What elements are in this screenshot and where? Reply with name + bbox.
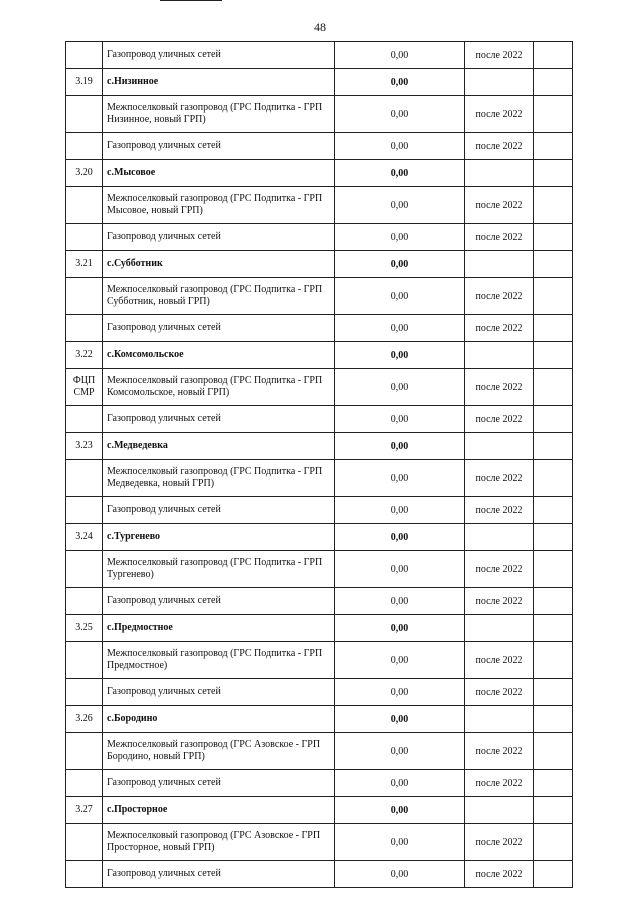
row-name-cell: с.Мысовое [103, 160, 335, 187]
row-empty-cell [534, 224, 573, 251]
pipeline-row [66, 96, 573, 133]
row-value-cell: 0,00 [335, 315, 465, 342]
row-number-cell [66, 551, 103, 588]
row-value-cell: 0,00 [335, 433, 465, 460]
row-number-cell: 3.25 [66, 615, 103, 642]
pipeline-row [66, 224, 573, 251]
row-empty-cell [534, 551, 573, 588]
row-empty-cell [534, 251, 573, 278]
row-year-cell: после 2022 [465, 497, 534, 524]
row-name-cell: Межпоселковый газопровод (ГРС Подпитка - ГРП Медведевка, новый ГРП) [103, 460, 335, 497]
row-year-cell [465, 706, 534, 733]
row-number-cell: 3.21 [66, 251, 103, 278]
row-number-cell [66, 133, 103, 160]
pipeline-row [66, 406, 573, 433]
row-empty-cell [534, 797, 573, 824]
row-value-cell: 0,00 [335, 797, 465, 824]
pipeline-row [66, 315, 573, 342]
row-value-cell: 0,00 [335, 96, 465, 133]
row-name-cell: Межпоселковый газопровод (ГРС Азовское - ГРП Бородино, новый ГРП) [103, 733, 335, 770]
row-empty-cell [534, 406, 573, 433]
row-value-cell: 0,00 [335, 342, 465, 369]
row-empty-cell [534, 69, 573, 96]
row-empty-cell [534, 187, 573, 224]
row-name-cell: с.Медведевка [103, 433, 335, 460]
village-row [66, 251, 573, 278]
village-row [66, 706, 573, 733]
row-year-cell: после 2022 [465, 133, 534, 160]
row-value-cell: 0,00 [335, 861, 465, 888]
row-value-cell: 0,00 [335, 551, 465, 588]
village-row [66, 160, 573, 187]
gas-pipeline-table [65, 41, 573, 888]
row-empty-cell [534, 133, 573, 160]
pipeline-row [66, 679, 573, 706]
row-year-cell: после 2022 [465, 861, 534, 888]
row-number-cell [66, 770, 103, 797]
row-value-cell: 0,00 [335, 406, 465, 433]
row-empty-cell [534, 369, 573, 406]
row-value-cell: 0,00 [335, 770, 465, 797]
row-name-cell: Газопровод уличных сетей [103, 315, 335, 342]
pipeline-row [66, 551, 573, 588]
row-number-cell [66, 460, 103, 497]
row-empty-cell [534, 770, 573, 797]
row-name-cell: Межпоселковый газопровод (ГРС Подпитка - ГРП Низинное, новый ГРП) [103, 96, 335, 133]
row-empty-cell [534, 824, 573, 861]
row-name-cell: Межпоселковый газопровод (ГРС Азовское - ГРП Просторное, новый ГРП) [103, 824, 335, 861]
row-empty-cell [534, 679, 573, 706]
row-year-cell [465, 797, 534, 824]
row-name-cell: Межпоселковый газопровод (ГРС Подпитка - ГРП Комсомольское, новый ГРП) [103, 369, 335, 406]
row-value-cell: 0,00 [335, 460, 465, 497]
row-value-cell: 0,00 [335, 251, 465, 278]
row-year-cell [465, 433, 534, 460]
row-value-cell: 0,00 [335, 642, 465, 679]
pipeline-row [66, 369, 573, 406]
row-year-cell: после 2022 [465, 369, 534, 406]
pipeline-row [66, 278, 573, 315]
row-year-cell: после 2022 [465, 642, 534, 679]
row-value-cell: 0,00 [335, 588, 465, 615]
pipeline-row [66, 733, 573, 770]
row-name-cell: с.Субботник [103, 251, 335, 278]
row-number-cell [66, 679, 103, 706]
row-number-cell: ФЦП СМР [66, 369, 103, 406]
row-empty-cell [534, 615, 573, 642]
row-year-cell: после 2022 [465, 224, 534, 251]
row-empty-cell [534, 96, 573, 133]
row-number-cell: 3.19 [66, 69, 103, 96]
row-empty-cell [534, 706, 573, 733]
row-number-cell [66, 187, 103, 224]
row-empty-cell [534, 160, 573, 187]
row-empty-cell [534, 524, 573, 551]
row-number-cell [66, 315, 103, 342]
row-year-cell: после 2022 [465, 42, 534, 69]
row-value-cell: 0,00 [335, 615, 465, 642]
row-empty-cell [534, 315, 573, 342]
row-value-cell: 0,00 [335, 187, 465, 224]
row-number-cell [66, 224, 103, 251]
village-row [66, 615, 573, 642]
row-year-cell [465, 342, 534, 369]
row-year-cell: после 2022 [465, 770, 534, 797]
row-name-cell: с.Тургенево [103, 524, 335, 551]
row-year-cell [465, 524, 534, 551]
row-year-cell [465, 69, 534, 96]
row-empty-cell [534, 642, 573, 679]
row-name-cell: Газопровод уличных сетей [103, 406, 335, 433]
row-value-cell: 0,00 [335, 706, 465, 733]
page-number: 48 [314, 20, 326, 34]
row-name-cell: с.Бородино [103, 706, 335, 733]
row-value-cell: 0,00 [335, 679, 465, 706]
row-year-cell: после 2022 [465, 588, 534, 615]
row-year-cell: после 2022 [465, 315, 534, 342]
row-name-cell: Газопровод уличных сетей [103, 588, 335, 615]
village-row [66, 524, 573, 551]
row-number-cell [66, 588, 103, 615]
row-year-cell: после 2022 [465, 406, 534, 433]
pipeline-row [66, 824, 573, 861]
row-number-cell: 3.20 [66, 160, 103, 187]
row-name-cell: Газопровод уличных сетей [103, 133, 335, 160]
row-value-cell: 0,00 [335, 733, 465, 770]
village-row [66, 797, 573, 824]
row-number-cell [66, 642, 103, 679]
village-row [66, 433, 573, 460]
row-value-cell: 0,00 [335, 497, 465, 524]
row-value-cell: 0,00 [335, 42, 465, 69]
row-year-cell: после 2022 [465, 278, 534, 315]
row-name-cell: Газопровод уличных сетей [103, 679, 335, 706]
row-number-cell [66, 278, 103, 315]
row-year-cell [465, 251, 534, 278]
row-empty-cell [534, 733, 573, 770]
village-row [66, 69, 573, 96]
row-value-cell: 0,00 [335, 524, 465, 551]
row-name-cell: Межпоселковый газопровод (ГРС Подпитка - ГРП Субботник, новый ГРП) [103, 278, 335, 315]
row-value-cell: 0,00 [335, 369, 465, 406]
row-name-cell: Межпоселковый газопровод (ГРС Подпитка - ГРП Предмостное) [103, 642, 335, 679]
row-name-cell: Межпоселковый газопровод (ГРС Подпитка - ГРП Тургенево) [103, 551, 335, 588]
row-name-cell: Межпоселковый газопровод (ГРС Подпитка - ГРП Мысовое, новый ГРП) [103, 187, 335, 224]
row-year-cell: после 2022 [465, 733, 534, 770]
row-name-cell: Газопровод уличных сетей [103, 770, 335, 797]
pipeline-row [66, 770, 573, 797]
table-body [66, 42, 573, 888]
row-year-cell [465, 615, 534, 642]
row-number-cell [66, 861, 103, 888]
row-value-cell: 0,00 [335, 824, 465, 861]
row-value-cell: 0,00 [335, 224, 465, 251]
row-number-cell: 3.26 [66, 706, 103, 733]
row-name-cell: с.Низинное [103, 69, 335, 96]
row-name-cell: Газопровод уличных сетей [103, 861, 335, 888]
row-empty-cell [534, 278, 573, 315]
row-year-cell: после 2022 [465, 96, 534, 133]
row-empty-cell [534, 861, 573, 888]
village-row [66, 342, 573, 369]
row-number-cell [66, 824, 103, 861]
row-empty-cell [534, 460, 573, 497]
row-number-cell: 3.23 [66, 433, 103, 460]
row-name-cell: с.Комсомольское [103, 342, 335, 369]
row-value-cell: 0,00 [335, 133, 465, 160]
pipeline-row [66, 133, 573, 160]
row-number-cell: 3.27 [66, 797, 103, 824]
row-value-cell: 0,00 [335, 69, 465, 96]
row-name-cell: Газопровод уличных сетей [103, 42, 335, 69]
row-name-cell: Газопровод уличных сетей [103, 497, 335, 524]
row-number-cell [66, 42, 103, 69]
pipeline-row [66, 861, 573, 888]
row-year-cell: после 2022 [465, 551, 534, 588]
pipeline-row [66, 187, 573, 224]
pipeline-row [66, 642, 573, 679]
row-year-cell: после 2022 [465, 460, 534, 497]
row-empty-cell [534, 342, 573, 369]
row-empty-cell [534, 497, 573, 524]
row-name-cell: с.Предмостное [103, 615, 335, 642]
row-year-cell: после 2022 [465, 679, 534, 706]
row-year-cell: после 2022 [465, 824, 534, 861]
row-empty-cell [534, 42, 573, 69]
row-number-cell: 3.24 [66, 524, 103, 551]
row-year-cell: после 2022 [465, 187, 534, 224]
row-number-cell: 3.22 [66, 342, 103, 369]
row-number-cell [66, 96, 103, 133]
row-empty-cell [534, 588, 573, 615]
row-value-cell: 0,00 [335, 160, 465, 187]
row-name-cell: Газопровод уличных сетей [103, 224, 335, 251]
row-value-cell: 0,00 [335, 278, 465, 315]
row-number-cell [66, 497, 103, 524]
pipeline-row [66, 460, 573, 497]
row-name-cell: с.Просторное [103, 797, 335, 824]
row-year-cell [465, 160, 534, 187]
row-number-cell [66, 733, 103, 770]
top-rule [160, 0, 222, 1]
pipeline-row [66, 42, 573, 69]
row-empty-cell [534, 433, 573, 460]
row-number-cell [66, 406, 103, 433]
pipeline-row [66, 588, 573, 615]
pipeline-row [66, 497, 573, 524]
